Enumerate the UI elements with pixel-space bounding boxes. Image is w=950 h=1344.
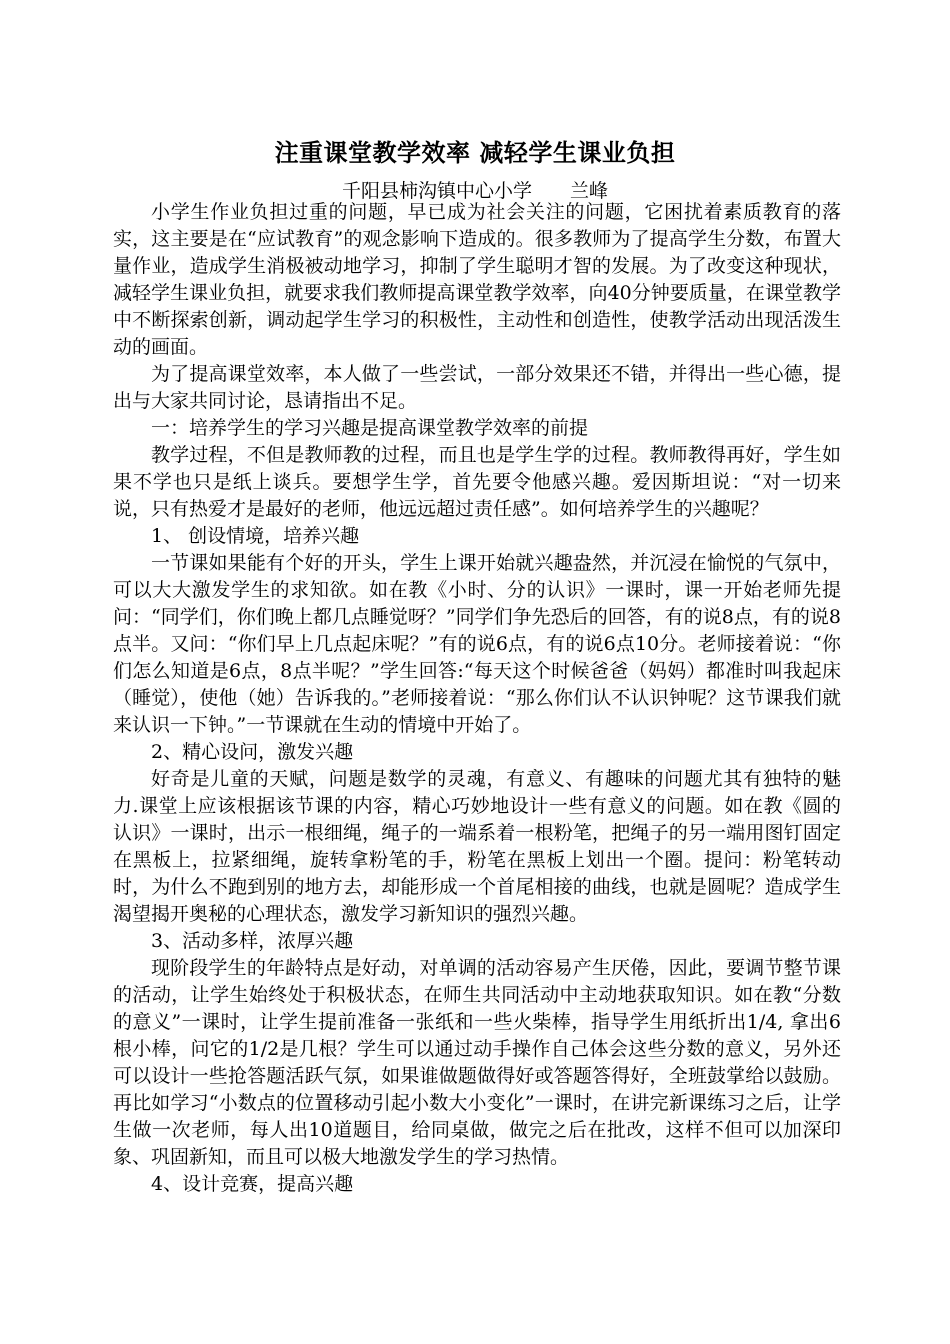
paragraph-intro: 小学生作业负担过重的问题，早已成为社会关注的问题，它困扰着素质教育的落实，这主要是在“应试教育”的观念影响下造成的。很多教师为了提高学生分数，布置大量作业，造成学生消极被动地学习，抑制了学生聪明才智的发展。为了改变这种现状，减轻学生课业负担，就要求我们教师提高课堂教学效率，向40分钟要质量，在课堂教学中不断探索创新，调动起学生学习的积极性，主动性和创造性，使教学活动出现活泼生动的画面。 [113, 201, 841, 358]
document-author: 千阳县柿沟镇中心小学 兰峰 [341, 180, 608, 202]
subheading-3: 3、活动多样，浓厚兴趣 [151, 930, 354, 952]
paragraph-situation: 一节课如果能有个好的开头，学生上课开始就兴趣盎然，并沉浸在愉悦的气氛中，可以大大激发学生的求知欲。如在教《小时、分的认识》一课时，课一开始老师先提问：“同学们，你们晚上都几点睡觉呀？”同学们争先恐后的回答，有的说8点，有的说8点半。又问：“你们早上几点起床呢？”有的说6点，有的说6点10分。老师接着说：“你们怎么知道是6点，8点半呢？”学生回答:“每天这个时候爸爸（妈妈）都准时叫我起床（睡觉），使他（她）告诉我的。”老师接着说：“那么你们认不认识钟呢？这节课我们就来认识一下钟。”一节课就在生动的情境中开始了。 [113, 552, 841, 736]
subheading-2: 2、精心设问，激发兴趣 [151, 741, 354, 763]
subheading-1: 1、 创设情境，培养兴趣 [151, 525, 360, 547]
section-heading-1: 一：培养学生的学习兴趣是提高课堂教学效率的前提 [151, 417, 589, 439]
paragraph-teaching-process: 教学过程，不但是教师教的过程，而且也是学生学的过程。教师教得再好，学生如果不学也只是纸上谈兵。要想学生学，首先要令他感兴趣。爱因斯坦说：“对一切来说，只有热爱才是最好的老师，他远远超过责任感”。如何培养学生的兴趣呢？ [113, 444, 841, 520]
paragraph-activities: 现阶段学生的年龄特点是好动，对单调的活动容易产生厌倦，因此，要调节整节课的活动，让学生始终处于积极状态，在师生共同活动中主动地获取知识。如在教“分数的意义”一课时，让学生提前准备一张纸和一些火柴棒，指导学生用纸折出1/4, 拿出6根小棒，问它的1/2是几根？学生可以通过动手操作自己体会这些分数的意义，另外还可以设计一些抢答题活跃气氛，如果谁做题做得好或答题答得好，全班鼓掌给以鼓励。再比如学习“小数点的位置移动引起小数大小变化”一课时，在讲完新课练习之后，让学生做一次老师，每人出10道题目，给同桌做，做完之后在批改，这样不但可以加深印象、巩固新知，而且可以极大地激发学生的学习热情。 [113, 957, 841, 1168]
paragraph-questions: 好奇是儿童的天赋，问题是数学的灵魂，有意义、有趣味的问题尤其有独特的魅力.课堂上应该根据该节课的内容，精心巧妙地设计一些有意义的问题。如在教《圆的认识》一课时，出示一根细绳，绳子的一端系着一根粉笔，把绳子的另一端用图钉固定在黑板上，拉紧细绳，旋转拿粉笔的手，粉笔在黑板上划出一个圈。提问：粉笔转动时，为什么不跑到别的地方去，却能形成一个首尾相接的曲线，也就是圆呢？造成学生渴望揭开奥秘的心理状态，激发学习新知识的强烈兴趣。 [113, 768, 841, 925]
document-body [113, 199, 841, 1198]
paragraph-attempt: 为了提高课堂效率，本人做了一些尝试，一部分效果还不错，并得出一些心德，提出与大家共同讨论，恳请指出不足。 [113, 363, 841, 412]
subheading-4: 4、设计竞赛，提高兴趣 [151, 1173, 354, 1195]
document-title: 注重课堂教学效率 减轻学生课业负担 [274, 138, 676, 167]
